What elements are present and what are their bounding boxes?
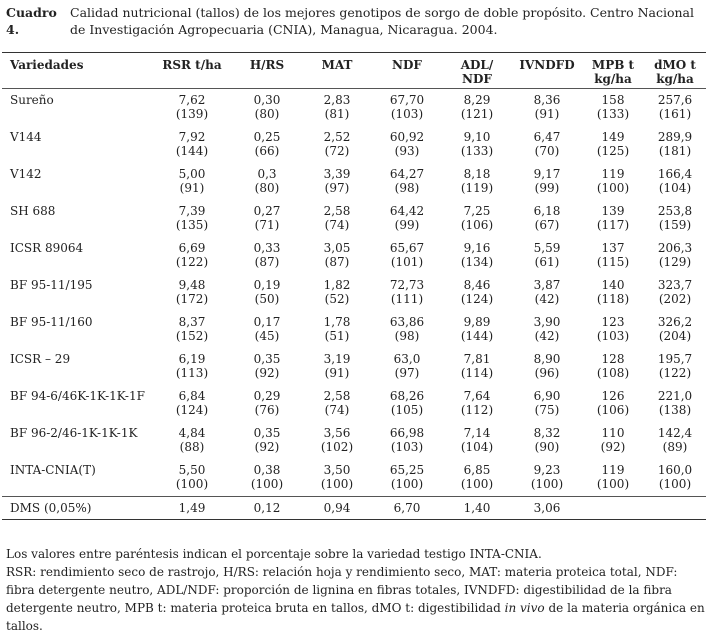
column-header-line1: RSR t/ha <box>162 58 222 72</box>
table-row-percent <box>2 292 706 311</box>
cell-percent: (96) <box>534 366 560 380</box>
cell-value: 7,62 <box>178 93 206 107</box>
cell-percent: (118) <box>596 292 630 306</box>
caption-text: Calidad nutricional (tallos) de los mejores genotipos de sorgo de doble propósito. Centro Nacional de Investigación Agropecuaria (CNIA), Managua, Nicaragua. 2004. <box>70 5 694 37</box>
cell-value: 3,39 <box>323 167 351 181</box>
cell-value: 0,30 <box>253 93 281 107</box>
cell-percent: (42) <box>534 292 560 306</box>
cell-value: 65,67 <box>389 241 425 255</box>
cell-value: 5,59 <box>533 241 561 255</box>
cell-percent: (133) <box>596 107 630 121</box>
cell-percent: (100) <box>175 477 209 491</box>
cell-value: 119 <box>601 463 625 477</box>
cell-percent: (133) <box>460 144 494 158</box>
cell-value: 5,00 <box>178 167 206 181</box>
cell-percent: (92) <box>254 366 280 380</box>
table-header-row <box>2 53 706 89</box>
cell-percent: (100) <box>320 477 354 491</box>
dms-label: DMS (0,05%) <box>2 497 152 520</box>
cell-value: 2,52 <box>323 130 351 144</box>
variety-name: INTA-CNIA(T) <box>10 463 96 477</box>
cell-percent: (100) <box>460 477 494 491</box>
cell-percent: (103) <box>390 107 424 121</box>
variety-name: BF 96-2/46-1K-1K-1K <box>10 426 138 440</box>
cell-value: 72,73 <box>389 278 425 292</box>
cell-percent: (108) <box>596 366 630 380</box>
cell-value: 6,19 <box>178 352 206 366</box>
cell-percent: (91) <box>534 107 560 121</box>
column-header-line1: H/RS <box>249 58 285 72</box>
cell-value: 0,38 <box>253 463 281 477</box>
table-row-percent <box>2 403 706 422</box>
cell-value: 7,81 <box>463 352 491 366</box>
cell-value: 65,25 <box>389 463 425 477</box>
column-header <box>152 53 232 89</box>
cell-percent: (106) <box>596 403 630 417</box>
cell-percent: (102) <box>320 440 354 454</box>
cell-value: 3,87 <box>533 278 561 292</box>
cell-percent: (71) <box>254 218 280 232</box>
cell-percent: (100) <box>658 477 692 491</box>
cell-value: 8,18 <box>463 167 491 181</box>
cell-value: 9,23 <box>533 463 561 477</box>
cell-value: 63,0 <box>393 352 421 366</box>
cell-percent: (172) <box>175 292 209 306</box>
cell-percent: (202) <box>658 292 692 306</box>
cell-value: 158 <box>601 93 625 107</box>
cell-value: 3,05 <box>323 241 351 255</box>
cell-percent: (111) <box>390 292 424 306</box>
column-header-line1: MPB t <box>591 58 635 72</box>
cell-percent: (181) <box>658 144 692 158</box>
cell-value: 6,69 <box>178 241 206 255</box>
cell-percent: (93) <box>394 144 420 158</box>
cell-value: 3,19 <box>323 352 351 366</box>
cell-percent: (103) <box>596 329 630 343</box>
cell-percent: (97) <box>324 181 350 195</box>
cell-percent: (161) <box>658 107 692 121</box>
cell-percent: (61) <box>534 255 560 269</box>
table-row-percent <box>2 329 706 348</box>
variety-name: BF 95-11/195 <box>10 278 93 292</box>
table-row <box>2 274 706 292</box>
cell-value: 126 <box>601 389 625 403</box>
dms-value: 0,94 <box>302 497 372 520</box>
cell-percent: (139) <box>175 107 209 121</box>
table-row <box>2 459 706 477</box>
variety-name: BF 94-6/46K-1K-1K-1F <box>10 389 145 403</box>
column-header-line1: IVNDFD <box>519 58 575 72</box>
cell-value: 323,7 <box>657 278 693 292</box>
cell-percent: (204) <box>658 329 692 343</box>
cell-percent: (67) <box>534 218 560 232</box>
variety-name: ICSR 89064 <box>10 241 84 255</box>
cell-value: 7,92 <box>178 130 206 144</box>
cell-value: 160,0 <box>657 463 693 477</box>
column-header-line1: Variedades <box>10 58 84 72</box>
table-notes <box>6 545 706 635</box>
empty-cell <box>2 403 152 422</box>
cell-percent: (92) <box>600 440 626 454</box>
column-header-line1: dMO t <box>654 58 696 72</box>
dms-row <box>2 497 706 520</box>
empty-cell <box>2 329 152 348</box>
cell-value: 60,92 <box>389 130 425 144</box>
cell-value: 0,33 <box>253 241 281 255</box>
cell-percent: (99) <box>394 218 420 232</box>
cell-value: 0,35 <box>253 426 281 440</box>
cell-percent: (124) <box>460 292 494 306</box>
table-row-percent <box>2 218 706 237</box>
cell-percent: (66) <box>254 144 280 158</box>
empty-cell <box>2 144 152 163</box>
cell-value: 0,19 <box>253 278 281 292</box>
cell-percent: (89) <box>662 440 688 454</box>
table-row <box>2 422 706 440</box>
table-row-percent <box>2 144 706 163</box>
column-header <box>644 53 706 89</box>
cell-percent: (121) <box>460 107 494 121</box>
table-row-percent <box>2 255 706 274</box>
cell-value: 6,18 <box>533 204 561 218</box>
cell-percent: (81) <box>324 107 350 121</box>
table-row <box>2 200 706 218</box>
cell-percent: (87) <box>324 255 350 269</box>
column-header-line1: ADL/ <box>460 58 494 72</box>
cell-percent: (100) <box>596 181 630 195</box>
cell-value: 0,35 <box>253 352 281 366</box>
cell-percent: (80) <box>254 181 280 195</box>
cell-percent: (87) <box>254 255 280 269</box>
column-header <box>372 53 442 89</box>
cell-value: 128 <box>601 352 625 366</box>
cell-value: 64,27 <box>389 167 425 181</box>
cell-percent: (76) <box>254 403 280 417</box>
cell-value: 206,3 <box>657 241 693 255</box>
cell-value: 4,84 <box>178 426 206 440</box>
cell-value: 9,48 <box>178 278 206 292</box>
cell-percent: (105) <box>390 403 424 417</box>
cell-percent: (45) <box>254 329 280 343</box>
cell-percent: (125) <box>596 144 630 158</box>
dms-value <box>582 497 644 520</box>
cell-percent: (101) <box>390 255 424 269</box>
cell-value: 289,9 <box>657 130 693 144</box>
cell-value: 257,6 <box>657 93 693 107</box>
table-row-percent <box>2 440 706 459</box>
cell-percent: (52) <box>324 292 350 306</box>
table-row <box>2 348 706 366</box>
cell-percent: (122) <box>658 366 692 380</box>
cell-percent: (112) <box>460 403 494 417</box>
cell-value: 3,90 <box>533 315 561 329</box>
cell-value: 68,26 <box>389 389 425 403</box>
dms-value: 1,40 <box>442 497 512 520</box>
empty-cell <box>2 292 152 311</box>
cell-percent: (75) <box>534 403 560 417</box>
cell-value: 221,0 <box>657 389 693 403</box>
cell-value: 8,32 <box>533 426 561 440</box>
cell-percent: (119) <box>460 181 494 195</box>
table-row-percent <box>2 477 706 497</box>
cell-percent: (104) <box>658 181 692 195</box>
cell-value: 2,83 <box>323 93 351 107</box>
table-caption <box>6 4 702 38</box>
cell-percent: (80) <box>254 107 280 121</box>
cell-percent: (98) <box>394 181 420 195</box>
empty-cell <box>2 218 152 237</box>
cell-value: 8,36 <box>533 93 561 107</box>
cell-percent: (144) <box>460 329 494 343</box>
table-row <box>2 126 706 144</box>
column-header-line2: kg/ha <box>656 72 694 86</box>
table-row <box>2 237 706 255</box>
cell-percent: (98) <box>394 329 420 343</box>
table-row <box>2 385 706 403</box>
column-header <box>582 53 644 89</box>
cell-percent: (100) <box>250 477 284 491</box>
cell-value: 7,39 <box>178 204 206 218</box>
cell-percent: (50) <box>254 292 280 306</box>
cell-value: 253,8 <box>657 204 693 218</box>
empty-cell <box>2 366 152 385</box>
cell-percent: (91) <box>324 366 350 380</box>
cell-value: 139 <box>601 204 625 218</box>
cell-value: 6,47 <box>533 130 561 144</box>
dms-value: 1,49 <box>152 497 232 520</box>
cell-percent: (152) <box>175 329 209 343</box>
cell-value: 195,7 <box>657 352 693 366</box>
cell-percent: (103) <box>390 440 424 454</box>
cell-value: 63,86 <box>389 315 425 329</box>
cell-value: 2,58 <box>323 204 351 218</box>
cell-value: 119 <box>601 167 625 181</box>
cell-value: 110 <box>601 426 625 440</box>
cell-percent: (74) <box>324 218 350 232</box>
dms-value: 6,70 <box>372 497 442 520</box>
cell-value: 7,64 <box>463 389 491 403</box>
cell-percent: (99) <box>534 181 560 195</box>
cell-value: 149 <box>601 130 625 144</box>
cell-percent: (97) <box>394 366 420 380</box>
empty-cell <box>2 255 152 274</box>
cell-percent: (106) <box>460 218 494 232</box>
variety-name: SH 688 <box>10 204 56 218</box>
cell-value: 326,2 <box>657 315 693 329</box>
cell-value: 7,25 <box>463 204 491 218</box>
cell-percent: (72) <box>324 144 350 158</box>
cell-value: 9,10 <box>463 130 491 144</box>
cell-percent: (117) <box>596 218 630 232</box>
cell-percent: (92) <box>254 440 280 454</box>
cell-value: 9,89 <box>463 315 491 329</box>
table-body <box>2 89 706 520</box>
cell-percent: (159) <box>658 218 692 232</box>
cell-value: 7,14 <box>463 426 491 440</box>
table-row <box>2 311 706 329</box>
note-percentages: Los valores entre paréntesis indican el porcentaje sobre la variedad testigo INTA-CNIA. <box>6 547 542 561</box>
column-header <box>232 53 302 89</box>
cell-value: 0,29 <box>253 389 281 403</box>
cell-percent: (115) <box>596 255 630 269</box>
cell-percent: (100) <box>530 477 564 491</box>
cell-value: 0,17 <box>253 315 281 329</box>
cell-percent: (135) <box>175 218 209 232</box>
dms-value: 0,12 <box>232 497 302 520</box>
cell-value: 3,50 <box>323 463 351 477</box>
column-header <box>302 53 372 89</box>
cell-value: 6,84 <box>178 389 206 403</box>
cell-percent: (51) <box>324 329 350 343</box>
cell-value: 9,16 <box>463 241 491 255</box>
cell-value: 0,3 <box>257 167 277 181</box>
cell-value: 123 <box>601 315 625 329</box>
table-row <box>2 89 706 108</box>
cell-percent: (100) <box>596 477 630 491</box>
cell-value: 5,50 <box>178 463 206 477</box>
cell-value: 3,56 <box>323 426 351 440</box>
note-abbreviations <box>6 563 706 635</box>
column-header-line2: kg/ha <box>594 72 632 86</box>
table-row <box>2 163 706 181</box>
cell-percent: (70) <box>534 144 560 158</box>
cell-percent: (104) <box>460 440 494 454</box>
cell-value: 137 <box>601 241 625 255</box>
note-abbrev-part1: RSR: rendimiento seco de rastrojo, H/RS: relación hoja y rendimiento seco, MAT: materia proteica total, NDF: fibra detergente neutro, ADL/NDF: proporción de lignina en fibras totales, IVNDFD: digestibilidad de la fibra detergente neutro, MPB t: materia proteica bruta en tallos, dMO t: digestibilidad <box>6 565 678 615</box>
variety-name: V142 <box>10 167 42 181</box>
cell-value: 6,90 <box>533 389 561 403</box>
dms-value: 3,06 <box>512 497 582 520</box>
cell-percent: (90) <box>534 440 560 454</box>
cell-value: 1,78 <box>323 315 351 329</box>
cell-percent: (144) <box>175 144 209 158</box>
cell-value: 166,4 <box>657 167 693 181</box>
cell-percent: (113) <box>175 366 209 380</box>
cell-percent: (42) <box>534 329 560 343</box>
column-header <box>442 53 512 89</box>
column-header <box>512 53 582 89</box>
cell-value: 1,82 <box>323 278 351 292</box>
cell-percent: (91) <box>179 181 205 195</box>
cell-percent: (114) <box>460 366 494 380</box>
cell-value: 66,98 <box>389 426 425 440</box>
cell-percent: (88) <box>179 440 205 454</box>
column-header-line2: NDF <box>462 72 492 86</box>
cell-value: 67,70 <box>389 93 425 107</box>
cell-percent: (74) <box>324 403 350 417</box>
empty-cell <box>2 477 152 497</box>
table-row-percent <box>2 366 706 385</box>
empty-cell <box>2 107 152 126</box>
cell-percent: (124) <box>175 403 209 417</box>
cell-value: 6,85 <box>463 463 491 477</box>
cell-value: 140 <box>601 278 625 292</box>
nutrition-table <box>2 52 706 520</box>
cell-value: 142,4 <box>657 426 693 440</box>
cell-value: 0,25 <box>253 130 281 144</box>
cell-value: 8,29 <box>463 93 491 107</box>
column-header-line1: NDF <box>392 58 422 72</box>
table-row-percent <box>2 107 706 126</box>
cell-value: 2,58 <box>323 389 351 403</box>
note-abbrev-part2: de la materia orgánica en tallos. <box>6 601 705 633</box>
cell-value: 8,46 <box>463 278 491 292</box>
cell-percent: (134) <box>460 255 494 269</box>
table-row-percent <box>2 181 706 200</box>
column-header <box>2 53 152 89</box>
cell-value: 8,90 <box>533 352 561 366</box>
column-header-line1: MAT <box>321 58 353 72</box>
cell-value: 64,42 <box>389 204 425 218</box>
cell-percent: (100) <box>390 477 424 491</box>
variety-name: V144 <box>10 130 42 144</box>
caption-label: Cuadro 4. <box>6 5 57 37</box>
variety-name: Sureño <box>10 93 54 107</box>
cell-value: 9,17 <box>533 167 561 181</box>
note-abbrev-italic: in vivo <box>504 601 545 615</box>
empty-cell <box>2 440 152 459</box>
variety-name: ICSR – 29 <box>10 352 71 366</box>
variety-name: BF 95-11/160 <box>10 315 93 329</box>
cell-value: 8,37 <box>178 315 206 329</box>
cell-percent: (138) <box>658 403 692 417</box>
cell-percent: (122) <box>175 255 209 269</box>
dms-value <box>644 497 706 520</box>
empty-cell <box>2 181 152 200</box>
cell-percent: (129) <box>658 255 692 269</box>
cell-value: 0,27 <box>253 204 281 218</box>
